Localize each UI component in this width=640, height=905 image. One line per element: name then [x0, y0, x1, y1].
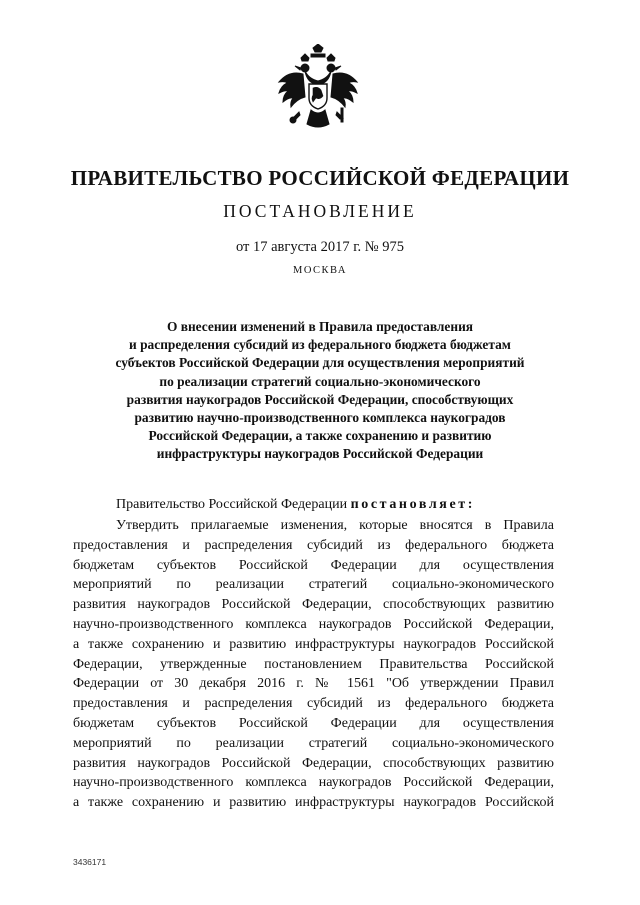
- preamble-text: Правительство Российской Федерации: [116, 497, 351, 512]
- subject-line: развития наукоградов Российской Федерации, способствующих: [126, 391, 514, 407]
- document-type: ПОСТАНОВЛЕНИЕ: [223, 201, 417, 221]
- body-line: развития наукоградов Российской Федерации, способствующих развитию: [73, 755, 554, 771]
- decree-subject-heading: [90, 318, 550, 464]
- subject-line: субъектов Российской Федерации для осуществления мероприятий: [115, 355, 525, 371]
- body-line: Федерации от 30 декабря 2016 г. № 1561 "Об утверждении Правил: [73, 676, 554, 692]
- body-line: Утвердить прилагаемые изменения, которые вносятся в Правила: [116, 518, 554, 533]
- subject-line: по реализации стратегий социально-экономического: [159, 373, 481, 389]
- preamble-decrees-emphasis: постановляет:: [350, 497, 475, 512]
- body-line: мероприятий по реализации стратегий социально-экономического: [73, 577, 554, 593]
- body-line: развития наукоградов Российской Федерации, способствующих развитию: [73, 597, 554, 613]
- subject-line: О внесении изменений в Правила предоставления: [166, 319, 474, 334]
- body-line: а также сохранению и развитию инфраструктуры наукоградов Российской: [73, 636, 554, 652]
- document-id: 3436171: [73, 857, 107, 867]
- city-name: МОСКВА: [293, 265, 347, 276]
- subject-line: Российской Федерации, а также сохранению и развитию: [148, 428, 492, 444]
- body-line: мероприятий по реализации стратегий социально-экономического: [73, 735, 554, 751]
- body-line: предоставления и распределения субсидий из федерального бюджета: [73, 537, 554, 553]
- subject-line: инфраструктуры наукоградов Российской Федерации: [156, 446, 484, 462]
- body-line: бюджетам субъектов Российской Федерации для осуществления: [73, 715, 554, 731]
- body-line: а также сохранению и развитию инфраструктуры наукоградов Российской: [73, 795, 554, 811]
- body-line: бюджетам субъектов Российской Федерации для осуществления: [73, 557, 554, 573]
- body-line: научно-производственного комплекса наукоградов Российской Федерации,: [73, 616, 554, 632]
- subject-line: и распределения субсидий из федерального бюджета бюджетам: [129, 337, 511, 353]
- body-line: предоставления и распределения субсидий из федерального бюджета: [73, 696, 554, 712]
- decree-date-number: от 17 августа 2017 г. № 975: [235, 239, 405, 255]
- preamble: [116, 497, 475, 513]
- body-line: Федерации, утвержденные постановлением Правительства Российской: [73, 656, 554, 672]
- government-title: ПРАВИТЕЛЬСТВО РОССИЙСКОЙ ФЕДЕРАЦИИ: [70, 166, 570, 190]
- body-line: научно-производственного комплекса наукоградов Российской Федерации,: [73, 775, 554, 791]
- subject-line: развитию научно-производственного комплекса наукоградов: [134, 410, 506, 426]
- coat-of-arms-emblem-icon: [275, 44, 361, 138]
- decree-body: [73, 516, 554, 813]
